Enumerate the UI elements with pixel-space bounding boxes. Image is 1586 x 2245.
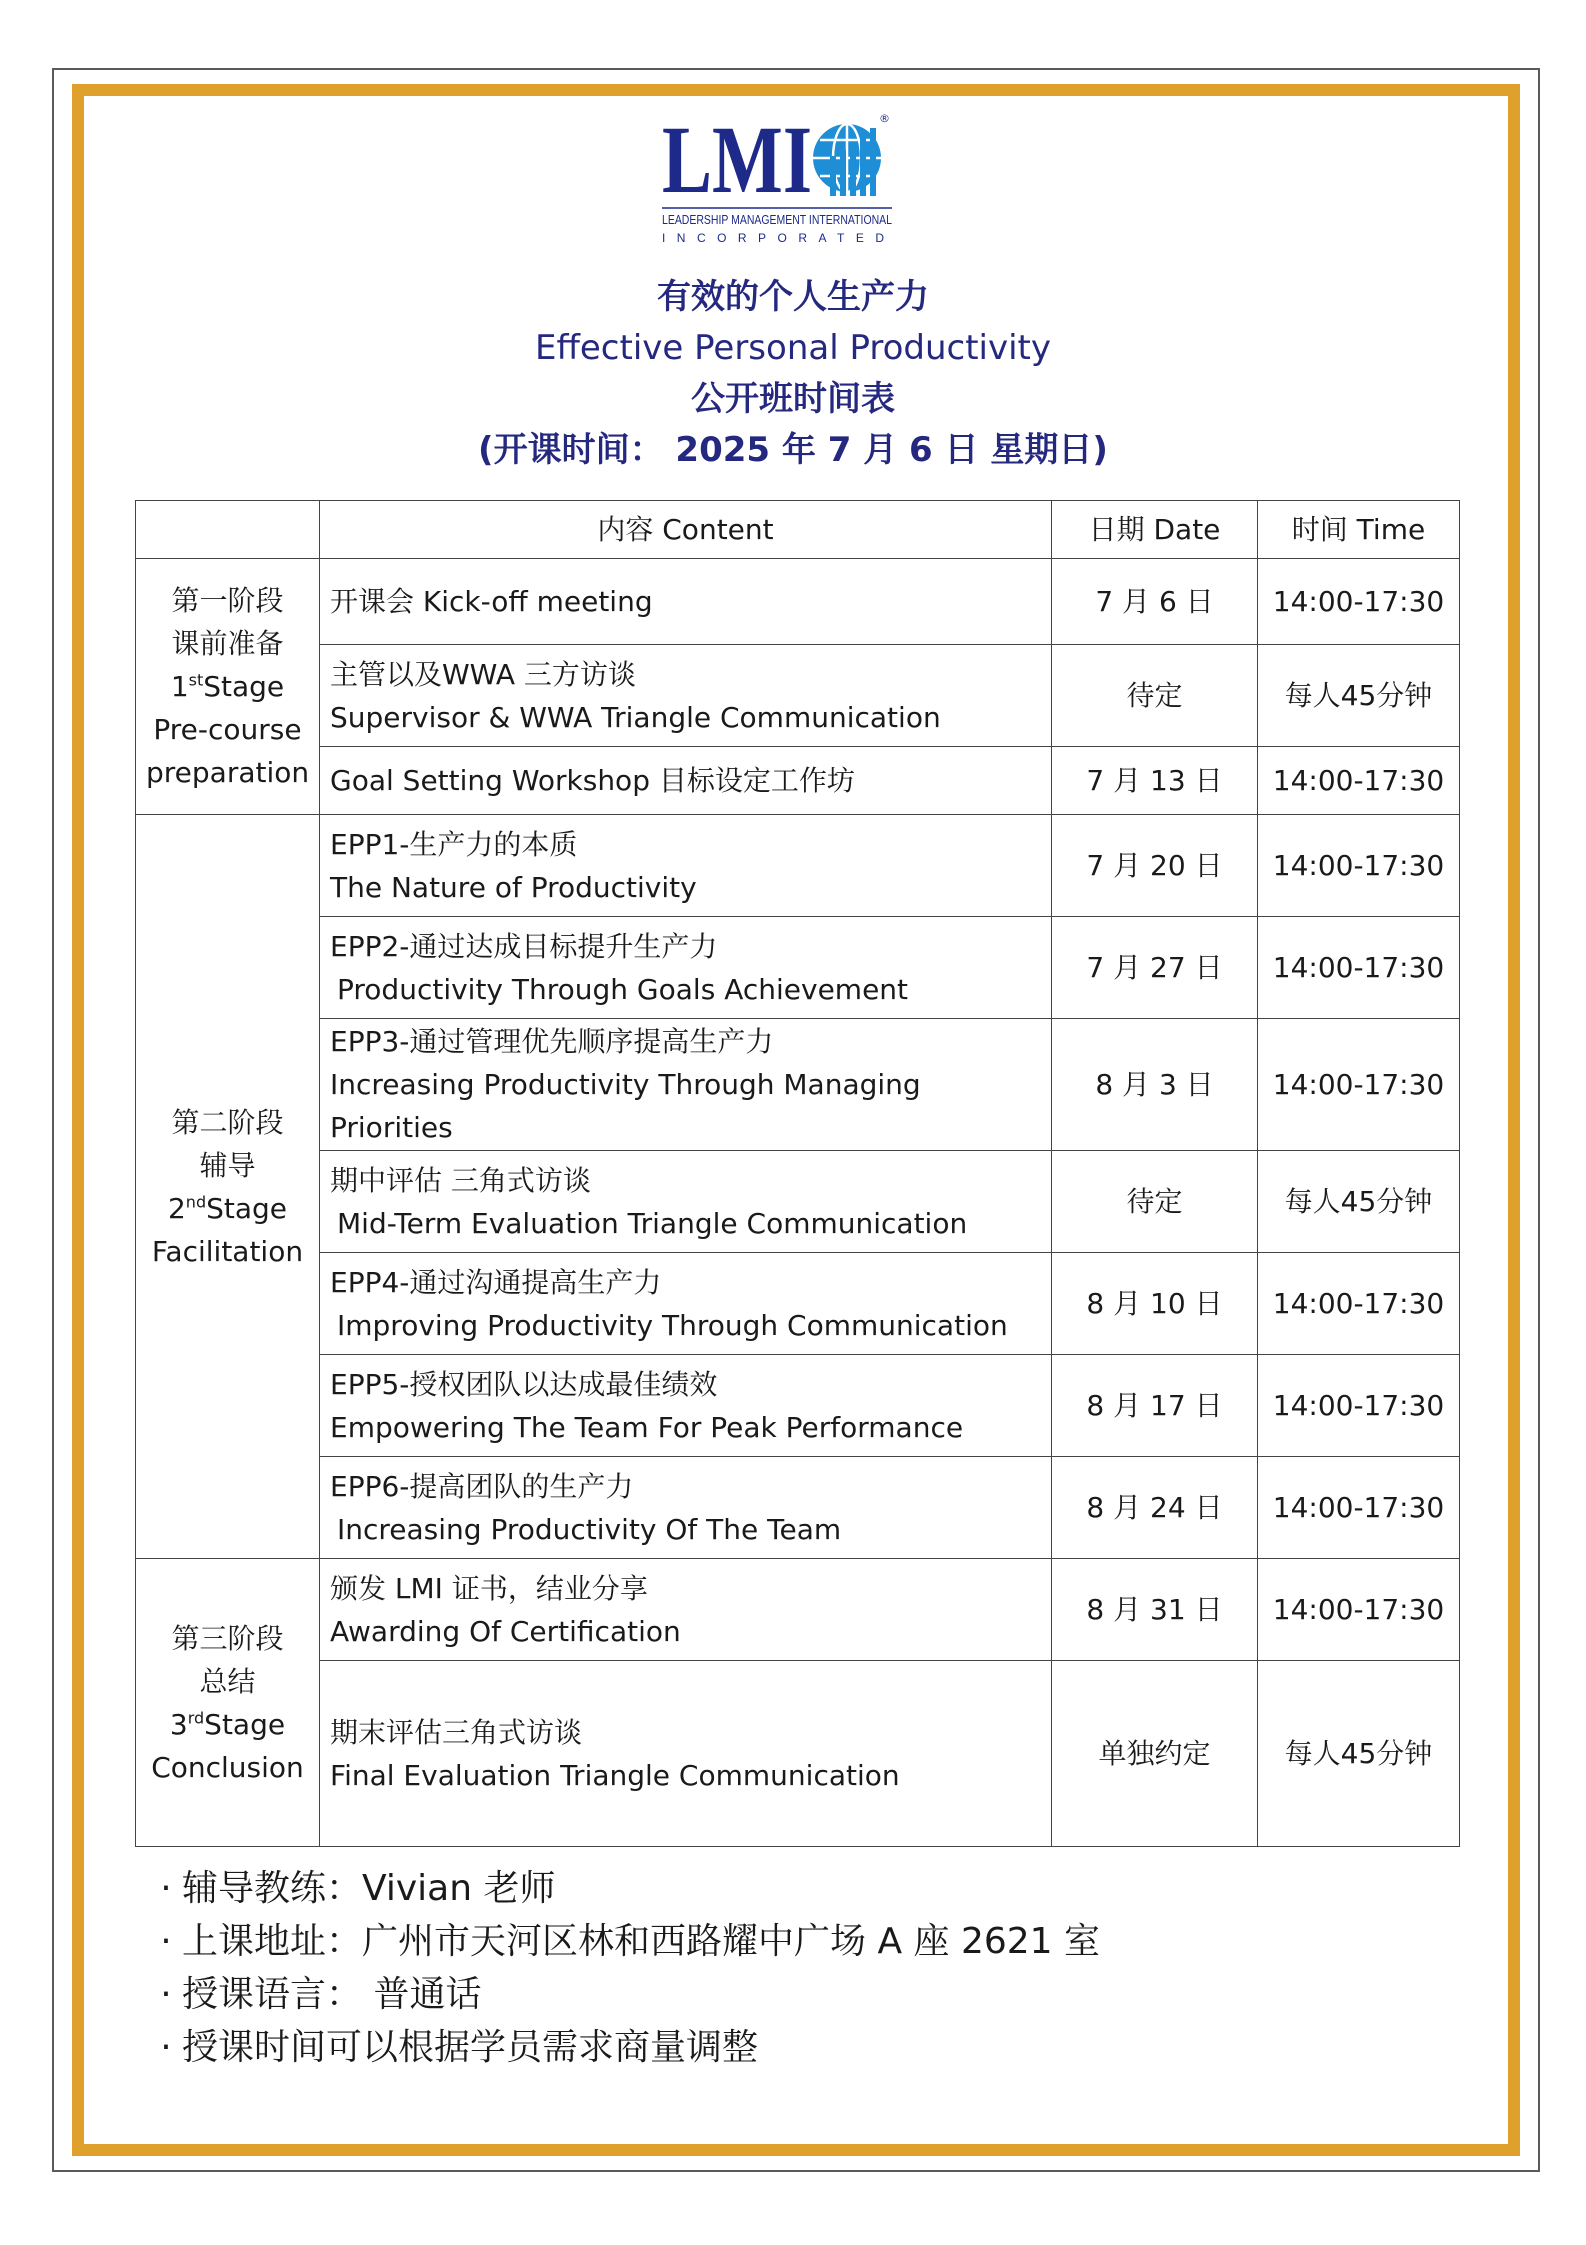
- stage-word: Stage: [204, 1707, 286, 1741]
- time-cell: 每人45分钟: [1258, 1661, 1460, 1847]
- stage-num: 3: [169, 1707, 188, 1741]
- date-cell: 7 月 13 日: [1052, 747, 1258, 815]
- content-line-1: EPP5-授权团队以达成最佳绩效: [330, 1367, 718, 1401]
- content-cell: [320, 1559, 1052, 1661]
- title-block: [0, 272, 1586, 476]
- content-line-1: EPP3-通过管理优先顺序提高生产力: [330, 1025, 774, 1058]
- stage-cn1: 第一阶段: [171, 584, 284, 617]
- note-schedule-adjust: [150, 2021, 1100, 2074]
- stage-number: [146, 1703, 309, 1746]
- header-content: 内容 Content: [320, 501, 1052, 559]
- content-cell: [320, 1253, 1052, 1355]
- table-row: [136, 1355, 1460, 1457]
- bullet: ·: [160, 1921, 172, 1962]
- content-line-1: EPP2-通过达成目标提升生产力: [330, 929, 718, 963]
- content-cell: [320, 645, 1052, 747]
- stage-cell-3: [136, 1559, 320, 1847]
- content-line-2: Increasing Productivity Through Managing: [330, 1068, 921, 1101]
- table-row: [136, 1457, 1460, 1559]
- date-cell: 待定: [1052, 645, 1258, 747]
- content-line-1: 期中评估 三角式访谈: [330, 1163, 591, 1197]
- time-cell: 14:00-17:30: [1258, 1253, 1460, 1355]
- content-line-2: Increasing Productivity Of The Team: [337, 1512, 842, 1546]
- time-cell: 14:00-17:30: [1258, 747, 1460, 815]
- content-line-2: Supervisor & WWA Triangle Communication: [330, 700, 941, 734]
- content-line-1: 颁发 LMI 证书，结业分享: [330, 1571, 648, 1605]
- date-cell: 7 月 20 日: [1052, 815, 1258, 917]
- note-language: [150, 1968, 1100, 2021]
- date-cell: 8 月 24 日: [1052, 1457, 1258, 1559]
- note-address: [150, 1915, 1100, 1968]
- content-line-2: Awarding Of Certification: [330, 1614, 681, 1648]
- content-line-1: 主管以及WWA 三方访谈: [330, 657, 636, 691]
- time-cell: 14:00-17:30: [1258, 917, 1460, 1019]
- content-cell: [320, 1019, 1052, 1151]
- content-cell: [320, 917, 1052, 1019]
- time-cell: 14:00-17:30: [1258, 1457, 1460, 1559]
- stage-number: [146, 1187, 309, 1230]
- table-row: [136, 815, 1460, 917]
- table-row: [136, 559, 1460, 645]
- stage-cn1: 第二阶段: [171, 1105, 284, 1139]
- table-row: [136, 917, 1460, 1019]
- time-cell: 14:00-17:30: [1258, 1559, 1460, 1661]
- content-cell: [320, 747, 1052, 815]
- stage-num: 2: [167, 1191, 186, 1225]
- stage-cell-2: [136, 815, 320, 1559]
- logo-subtitle-1: LEADERSHIP MANAGEMENT INTERNATIONAL: [662, 212, 892, 227]
- time-cell: 14:00-17:30: [1258, 1355, 1460, 1457]
- bullet: ·: [160, 1868, 172, 1909]
- header-time: 时间 Time: [1258, 501, 1460, 559]
- table-row: [136, 1253, 1460, 1355]
- stage-sup: rd: [187, 1708, 205, 1728]
- date-cell: 待定: [1052, 1151, 1258, 1253]
- header-date: 日期 Date: [1052, 501, 1258, 559]
- stage-sup: st: [188, 670, 204, 690]
- title-cn: 有效的个人生产力: [657, 277, 929, 317]
- stage-num: 1: [170, 670, 189, 703]
- time-cell: 14:00-17:30: [1258, 1019, 1460, 1151]
- content-cell: [320, 1355, 1052, 1457]
- content-cell: [320, 559, 1052, 645]
- content-line-1: Goal Setting Workshop 目标设定工作坊: [330, 764, 855, 797]
- content-cell: [320, 1151, 1052, 1253]
- time-cell: 14:00-17:30: [1258, 559, 1460, 645]
- start-date-line: (开课时间： 2025 年 7 月 6 日 星期日): [478, 430, 1108, 470]
- content-line-1: EPP1-生产力的本质: [330, 827, 578, 861]
- stage-word: Stage: [203, 670, 285, 703]
- logo-subtitle-2: INCORPORATED: [662, 231, 892, 245]
- title-en: Effective Personal Productivity: [534, 328, 1052, 368]
- note-text: 辅导教练：Vivian 老师: [182, 1868, 556, 1909]
- bullet: ·: [160, 1974, 172, 2015]
- content-line-2: The Nature of Productivity: [330, 870, 697, 904]
- stage-en2: preparation: [146, 756, 310, 789]
- table-header-row: [136, 501, 1460, 559]
- time-cell: 14:00-17:30: [1258, 815, 1460, 917]
- stage-cn2: 辅导: [199, 1148, 256, 1182]
- lmi-logo-text: LMI: [662, 106, 812, 213]
- content-line-2: Mid-Term Evaluation Triangle Communication: [337, 1206, 968, 1240]
- table-row: [136, 1151, 1460, 1253]
- stage-en1: Facilitation: [151, 1234, 304, 1268]
- stage-word: Stage: [206, 1191, 288, 1225]
- date-cell: 8 月 17 日: [1052, 1355, 1258, 1457]
- time-cell: 每人45分钟: [1258, 1151, 1460, 1253]
- content-line-1: EPP6-提高团队的生产力: [330, 1469, 634, 1503]
- registered-mark: ®: [879, 112, 890, 125]
- time-cell: 每人45分钟: [1258, 645, 1460, 747]
- content-cell: [320, 1661, 1052, 1847]
- stage-cn1: 第三阶段: [171, 1621, 284, 1655]
- globe-icon: [813, 124, 881, 196]
- content-line-2: Final Evaluation Triangle Communication: [330, 1758, 900, 1792]
- notes-list: [150, 1862, 1100, 2074]
- date-cell: 8 月 10 日: [1052, 1253, 1258, 1355]
- date-cell: 7 月 27 日: [1052, 917, 1258, 1019]
- stage-cn2: 课前准备: [171, 627, 284, 660]
- stage-cell-1: [136, 559, 320, 815]
- note-text: 授课时间可以根据学员需求商量调整: [182, 2027, 759, 2068]
- table-row: [136, 1019, 1460, 1151]
- content-line-2: Productivity Through Goals Achievement: [337, 972, 909, 1006]
- table-row: [136, 1559, 1460, 1661]
- bullet: ·: [160, 2027, 172, 2068]
- content-cell: [320, 815, 1052, 917]
- stage-en1: Pre-course: [153, 713, 302, 746]
- content-line-1: EPP4-通过沟通提高生产力: [330, 1265, 662, 1299]
- date-cell: 8 月 31 日: [1052, 1559, 1258, 1661]
- stage-sup: nd: [185, 1192, 207, 1212]
- stage-cn2: 总结: [199, 1664, 256, 1698]
- table-row: [136, 1661, 1460, 1847]
- content-line-2: Empowering The Team For Peak Performance: [330, 1410, 964, 1444]
- content-line-2: Improving Productivity Through Communication: [337, 1308, 1008, 1342]
- date-cell: 8 月 3 日: [1052, 1019, 1258, 1151]
- schedule-table: [135, 500, 1460, 1847]
- note-coach: [150, 1862, 1100, 1915]
- content-cell: [320, 1457, 1052, 1559]
- content-line-3: Priorities: [330, 1111, 453, 1144]
- stage-en1: Conclusion: [151, 1750, 304, 1784]
- note-text: 上课地址：广州市天河区林和西路耀中广场 A 座 2621 室: [182, 1921, 1101, 1962]
- header-stage: [136, 501, 320, 559]
- note-text: 授课语言： 普通话: [182, 1974, 482, 2015]
- content-line-1: 期末评估三角式访谈: [330, 1715, 583, 1749]
- stage-number: [146, 665, 309, 708]
- date-cell: 7 月 6 日: [1052, 559, 1258, 645]
- date-cell: 单独约定: [1052, 1661, 1258, 1847]
- schedule-subtitle: 公开班时间表: [691, 379, 895, 419]
- table-row: [136, 645, 1460, 747]
- table-row: [136, 747, 1460, 815]
- content-line-1: 开课会 Kick-off meeting: [330, 585, 653, 618]
- lmi-logo: [662, 106, 892, 250]
